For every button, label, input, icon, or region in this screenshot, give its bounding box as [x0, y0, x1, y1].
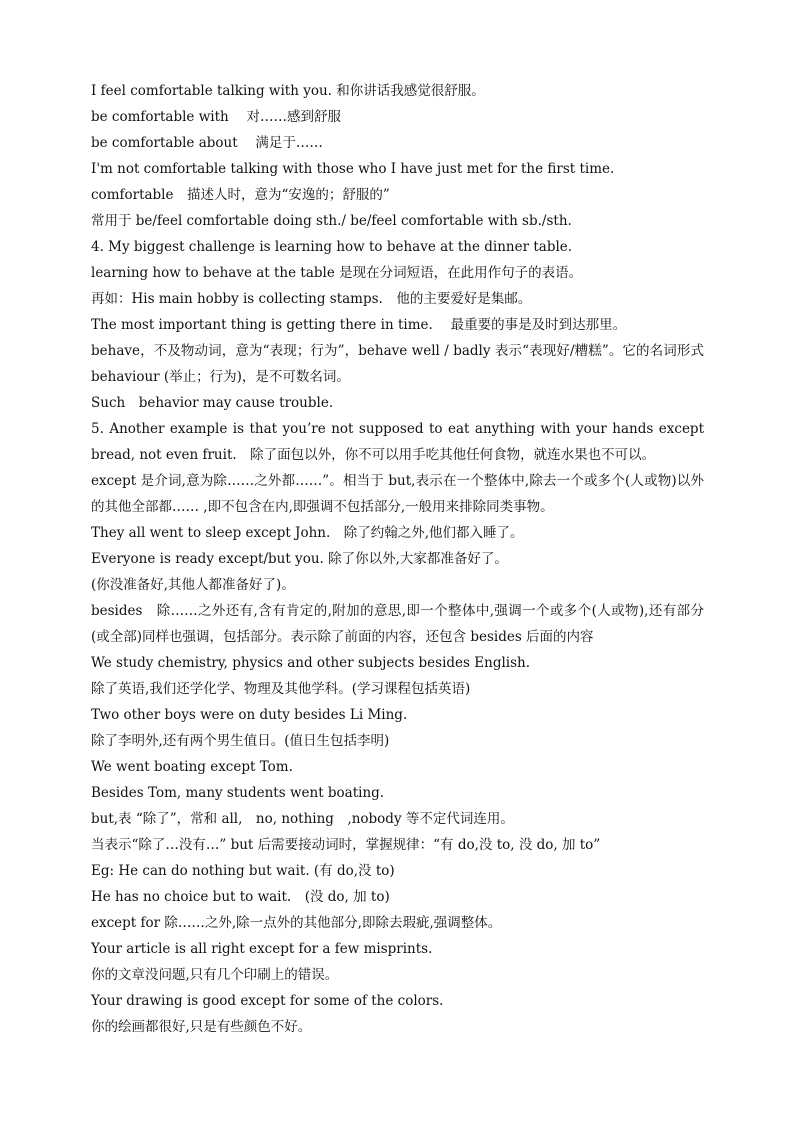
- text-line: 当表示“除了…没有…” but 后需要接动词时，掌握规律：“有 do,没 to, 没 do, 加 to”: [91, 837, 601, 853]
- text-line: We went boating except Tom.: [91, 759, 293, 775]
- text-line: Everyone is ready except/but you. 除了你以外,大家都准备好了。: [91, 551, 508, 567]
- text-line: They all went to sleep except John. 除了约翰之外,他们都入睡了。: [91, 525, 524, 541]
- text-line: 你的文章没问题,只有几个印刷上的错误。: [91, 967, 339, 983]
- text-line: Two other boys were on duty besides Li Ming.: [91, 707, 408, 723]
- text-line: learning how to behave at the table 是现在分词短语，在此用作句子的表语。: [91, 265, 583, 281]
- text-paragraph: except 是介词,意为除……之外都……”。相当于 but,表示在一个整体中,除去一个或多个(人或物)以外的其他全部都…… ,即不包含在内,即强调不包括部分,一般用来排除同类事物。: [91, 473, 704, 515]
- text-line: We study chemistry, physics and other subjects besides English.: [91, 655, 531, 671]
- text-paragraph: 5. Another example is that you’re not supposed to eat anything with your hands except bread, not even fruit. 除了面包以外，你不可以用手吃其他任何食物，就连水果也不可以。: [91, 421, 704, 463]
- text-line: 你的绘画都很好,只是有些颜色不好。: [91, 1019, 312, 1035]
- text-line: Eg: He can do nothing but wait. (有 do,没 to): [91, 863, 395, 879]
- text-line: Besides Tom, many students went boating.: [91, 785, 385, 801]
- text-line: comfortable 描述人时，意为“安逸的；舒服的”: [91, 187, 390, 203]
- text-line: 常用于 be/feel comfortable doing sth./ be/feel comfortable with sb./sth.: [91, 213, 572, 229]
- text-paragraph: behave，不及物动词，意为“表现；行为”，behave well / badly 表示“表现好/糟糕”。它的名词形式 behaviour (举止；行为)，是不可数名词。: [91, 343, 704, 385]
- text-line: be comfortable about 满足于……: [91, 135, 323, 151]
- text-line: 除了英语,我们还学化学、物理及其他学科。(学习课程包括英语): [91, 681, 471, 697]
- text-line: Your drawing is good except for some of the colors.: [91, 993, 444, 1009]
- text-line: be comfortable with 对……感到舒服: [91, 109, 341, 125]
- document-body: [91, 78, 704, 1040]
- text-line: 除了李明外,还有两个男生值日。(值日生包括李明): [91, 733, 390, 749]
- text-line: Your article is all right except for a few misprints.: [91, 941, 433, 957]
- text-line: (你没准备好,其他人都准备好了)。: [91, 577, 295, 593]
- text-line: Such behavior may cause trouble.: [91, 395, 334, 411]
- text-line: 4. My biggest challenge is learning how to behave at the dinner table.: [91, 239, 573, 255]
- text-line: but,表 “除了”，常和 all, no, nothing ,nobody 等不定代词连用。: [91, 811, 514, 827]
- text-line: The most important thing is getting there in time. 最重要的事是及时到达那里。: [91, 317, 627, 333]
- text-line: He has no choice but to wait. (没 do, 加 to): [91, 889, 390, 905]
- text-line: except for 除……之外,除一点外的其他部分,即除去瑕疵,强调整体。: [91, 915, 502, 931]
- text-line: I feel comfortable talking with you. 和你讲话我感觉很舒服。: [91, 83, 485, 99]
- text-line: I'm not comfortable talking with those who I have just met for the first time.: [91, 161, 615, 177]
- text-paragraph: besides 除……之外还有,含有肯定的,附加的意思,即一个整体中,强调一个或多个(人或物),还有部分(或全部)同样也强调，包括部分。表示除了前面的内容，还包含 besides 后面的内容: [91, 603, 704, 645]
- text-line: 再如：His main hobby is collecting stamps. 他的主要爱好是集邮。: [91, 291, 532, 307]
